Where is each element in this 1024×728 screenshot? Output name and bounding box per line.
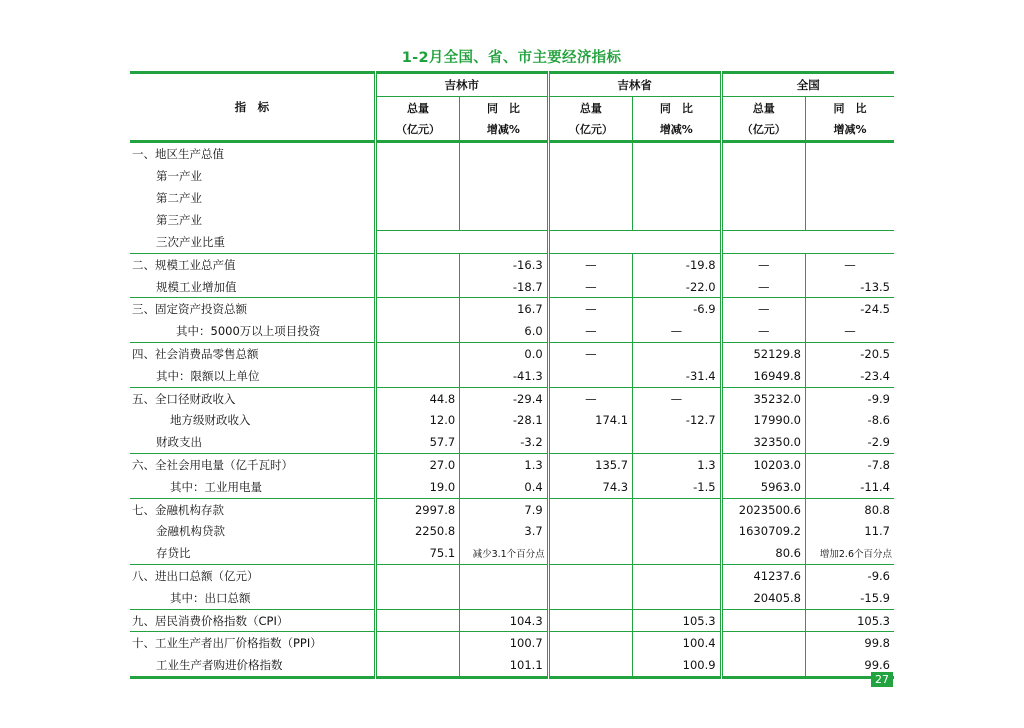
value-cell: 105.3 (806, 609, 895, 632)
value-cell (375, 320, 459, 342)
value-cell (721, 231, 894, 254)
table-body (130, 142, 894, 678)
value-cell: 6.0 (460, 320, 548, 342)
value-cell (633, 142, 721, 231)
table-row (130, 320, 894, 342)
value-cell: -8.6 (806, 409, 895, 431)
value-cell: 2997.8 (375, 498, 459, 520)
table-row (130, 253, 894, 275)
value-cell: 10203.0 (721, 454, 805, 476)
row-label: 地方级财政收入 (170, 413, 251, 428)
value-cell: -11.4 (806, 476, 895, 498)
value-cell (548, 431, 632, 453)
value-cell: -31.4 (633, 365, 721, 387)
value-cell: — (721, 276, 805, 298)
value-cell: 101.1 (460, 654, 548, 677)
row-label: 六、全社会用电量（亿千瓦时） (132, 457, 293, 472)
value-cell: 80.6 (721, 542, 805, 564)
value-cell: -9.6 (806, 565, 895, 587)
value-cell: — (548, 276, 632, 298)
value-cell: 35232.0 (721, 387, 805, 409)
row-label: 四、社会消费品零售总额 (132, 346, 259, 361)
value-cell (375, 298, 459, 320)
table-row (130, 231, 894, 254)
value-cell: 100.4 (633, 632, 721, 654)
value-cell (633, 431, 721, 453)
total-header: 总量 (375, 96, 459, 118)
value-cell (548, 520, 632, 542)
value-cell: — (806, 320, 895, 342)
total-unit: （亿元） (548, 119, 632, 142)
value-cell: 105.3 (633, 609, 721, 632)
row-label: 其中：工业用电量 (130, 476, 375, 498)
value-cell (375, 253, 459, 275)
value-cell: -18.7 (460, 276, 548, 298)
total-header: 总量 (548, 96, 632, 118)
value-cell (633, 565, 721, 587)
value-cell (548, 142, 632, 231)
value-cell: -13.5 (806, 276, 895, 298)
value-cell (633, 542, 721, 564)
value-cell: — (633, 387, 721, 409)
value-cell: — (721, 253, 805, 275)
table-row (130, 431, 894, 453)
region-header-national: 全国 (721, 73, 894, 97)
value-cell: -15.9 (806, 587, 895, 609)
value-cell: 174.1 (548, 409, 632, 431)
value-cell (375, 365, 459, 387)
value-cell (721, 632, 805, 654)
table-row (130, 498, 894, 520)
value-cell: 减少3.1个百分点 (460, 542, 548, 564)
row-label: 十、工业生产者出厂价格指数（PPI） (132, 636, 322, 651)
value-cell: 135.7 (548, 454, 632, 476)
value-cell (633, 520, 721, 542)
value-cell (375, 632, 459, 654)
value-cell: — (633, 320, 721, 342)
value-cell (375, 654, 459, 677)
row-label: 三次产业比重 (130, 231, 375, 254)
row-label: 九、居民消费价格指数（CPI） (130, 609, 375, 632)
table-row (130, 365, 894, 387)
value-cell: 100.7 (460, 632, 548, 654)
value-cell: 32350.0 (721, 431, 805, 453)
value-cell: 99.6 (806, 654, 895, 677)
value-cell (721, 609, 805, 632)
row-label: 存贷比 (130, 542, 375, 564)
value-cell (721, 654, 805, 677)
table-row (130, 476, 894, 498)
value-cell: -16.3 (460, 253, 548, 275)
row-label: 三、固定资产投资总额 (132, 302, 247, 317)
region-header-jilin-city: 吉林市 (375, 73, 548, 97)
value-cell: — (548, 253, 632, 275)
value-cell (548, 365, 632, 387)
table-row (130, 520, 894, 542)
value-cell: -41.3 (460, 365, 548, 387)
row-label: 其中：出口总额 (130, 587, 375, 609)
value-cell (721, 142, 805, 231)
value-cell: 0.0 (460, 343, 548, 365)
yoy-unit: 增减% (460, 119, 548, 142)
value-cell: -24.5 (806, 298, 895, 320)
value-cell: 75.1 (375, 542, 459, 564)
value-cell (633, 343, 721, 365)
value-cell: -3.2 (460, 431, 548, 453)
table-row (130, 654, 894, 677)
table-row (130, 276, 894, 298)
row-label: 金融机构贷款 (156, 524, 225, 539)
value-cell (375, 587, 459, 609)
value-cell (375, 276, 459, 298)
value-cell: 2023500.6 (721, 498, 805, 520)
value-cell: 增加2.6个百分点 (806, 542, 895, 564)
value-cell: 100.9 (633, 654, 721, 677)
row-label: 一、地区生产总值 (132, 147, 224, 162)
value-cell: 1.3 (460, 454, 548, 476)
value-cell: 99.8 (806, 632, 895, 654)
table-row (130, 343, 894, 365)
value-cell: 57.7 (375, 431, 459, 453)
value-cell (460, 565, 548, 587)
total-unit: （亿元） (721, 119, 805, 142)
value-cell: 3.7 (460, 520, 548, 542)
table-row (130, 454, 894, 476)
value-cell: -20.5 (806, 343, 895, 365)
total-header: 总量 (721, 96, 805, 118)
value-cell: 16949.8 (721, 365, 805, 387)
table-row (130, 632, 894, 654)
value-cell: — (806, 253, 895, 275)
value-cell: -12.7 (633, 409, 721, 431)
yoy-unit: 增减% (806, 119, 895, 142)
value-cell (375, 142, 459, 231)
yoy-unit: 增减% (633, 119, 721, 142)
table-row (130, 298, 894, 320)
table-row (130, 142, 894, 165)
value-cell: -22.0 (633, 276, 721, 298)
value-cell: -6.9 (633, 298, 721, 320)
row-label: 五、全口径财政收入 (132, 391, 236, 406)
value-cell: -29.4 (460, 387, 548, 409)
table-row (130, 542, 894, 564)
value-cell (633, 587, 721, 609)
value-cell: 1630709.2 (721, 520, 805, 542)
value-cell: 2250.8 (375, 520, 459, 542)
yoy-header: 同 比 (633, 96, 721, 118)
value-cell: 27.0 (375, 454, 459, 476)
value-cell (548, 542, 632, 564)
row-label: 二、规模工业总产值 (132, 257, 236, 272)
value-cell (548, 587, 632, 609)
value-cell (375, 231, 548, 254)
value-cell (375, 565, 459, 587)
value-cell: 5963.0 (721, 476, 805, 498)
economic-indicators-table (130, 71, 894, 679)
row-label: 规模工业增加值 (130, 276, 375, 298)
value-cell: 16.7 (460, 298, 548, 320)
value-cell: 19.0 (375, 476, 459, 498)
value-cell: — (548, 298, 632, 320)
row-label: 八、进出口总额（亿元） (132, 568, 259, 583)
value-cell (548, 654, 632, 677)
value-cell (548, 609, 632, 632)
value-cell: 41237.6 (721, 565, 805, 587)
value-cell: -19.8 (633, 253, 721, 275)
table-row (130, 565, 894, 587)
table-row (130, 387, 894, 409)
indicator-header: 指 标 (130, 73, 375, 142)
value-cell: -28.1 (460, 409, 548, 431)
value-cell: 52129.8 (721, 343, 805, 365)
value-cell (633, 498, 721, 520)
value-cell: 20405.8 (721, 587, 805, 609)
value-cell: 0.4 (460, 476, 548, 498)
value-cell: 44.8 (375, 387, 459, 409)
value-cell: 80.8 (806, 498, 895, 520)
row-label: 其中：5000万以上项目投资 (130, 320, 375, 342)
value-cell (460, 142, 548, 231)
table-row (130, 587, 894, 609)
row-label: 第一产业 (156, 169, 202, 184)
value-cell: -9.9 (806, 387, 895, 409)
value-cell: 7.9 (460, 498, 548, 520)
total-unit: （亿元） (375, 119, 459, 142)
value-cell: — (548, 387, 632, 409)
row-label: 财政支出 (130, 431, 375, 453)
value-cell: -23.4 (806, 365, 895, 387)
value-cell: 104.3 (460, 609, 548, 632)
value-cell: 74.3 (548, 476, 632, 498)
value-cell: -1.5 (633, 476, 721, 498)
value-cell (375, 343, 459, 365)
yoy-header: 同 比 (460, 96, 548, 118)
table-row (130, 609, 894, 632)
value-cell: 1.3 (633, 454, 721, 476)
row-label: 第三产业 (156, 212, 202, 227)
row-label: 其中：限额以上单位 (130, 365, 375, 387)
page-number: 27 (871, 672, 893, 687)
value-cell (375, 609, 459, 632)
value-cell: 17990.0 (721, 409, 805, 431)
row-label: 工业生产者购进价格指数 (130, 654, 375, 677)
value-cell (460, 587, 548, 609)
row-label: 第二产业 (156, 190, 202, 205)
value-cell: 11.7 (806, 520, 895, 542)
value-cell (548, 498, 632, 520)
row-label: 七、金融机构存款 (132, 502, 224, 517)
value-cell: — (721, 298, 805, 320)
table-row (130, 409, 894, 431)
yoy-header: 同 比 (806, 96, 895, 118)
value-cell: — (548, 320, 632, 342)
value-cell: — (548, 343, 632, 365)
value-cell (806, 142, 895, 231)
value-cell (548, 231, 721, 254)
value-cell: -2.9 (806, 431, 895, 453)
value-cell (548, 632, 632, 654)
region-header-jilin-province: 吉林省 (548, 73, 721, 97)
value-cell: -7.8 (806, 454, 895, 476)
page-title: 1-2月全国、省、市主要经济指标 (401, 50, 622, 66)
value-cell: 12.0 (375, 409, 459, 431)
value-cell: — (721, 320, 805, 342)
value-cell (548, 565, 632, 587)
